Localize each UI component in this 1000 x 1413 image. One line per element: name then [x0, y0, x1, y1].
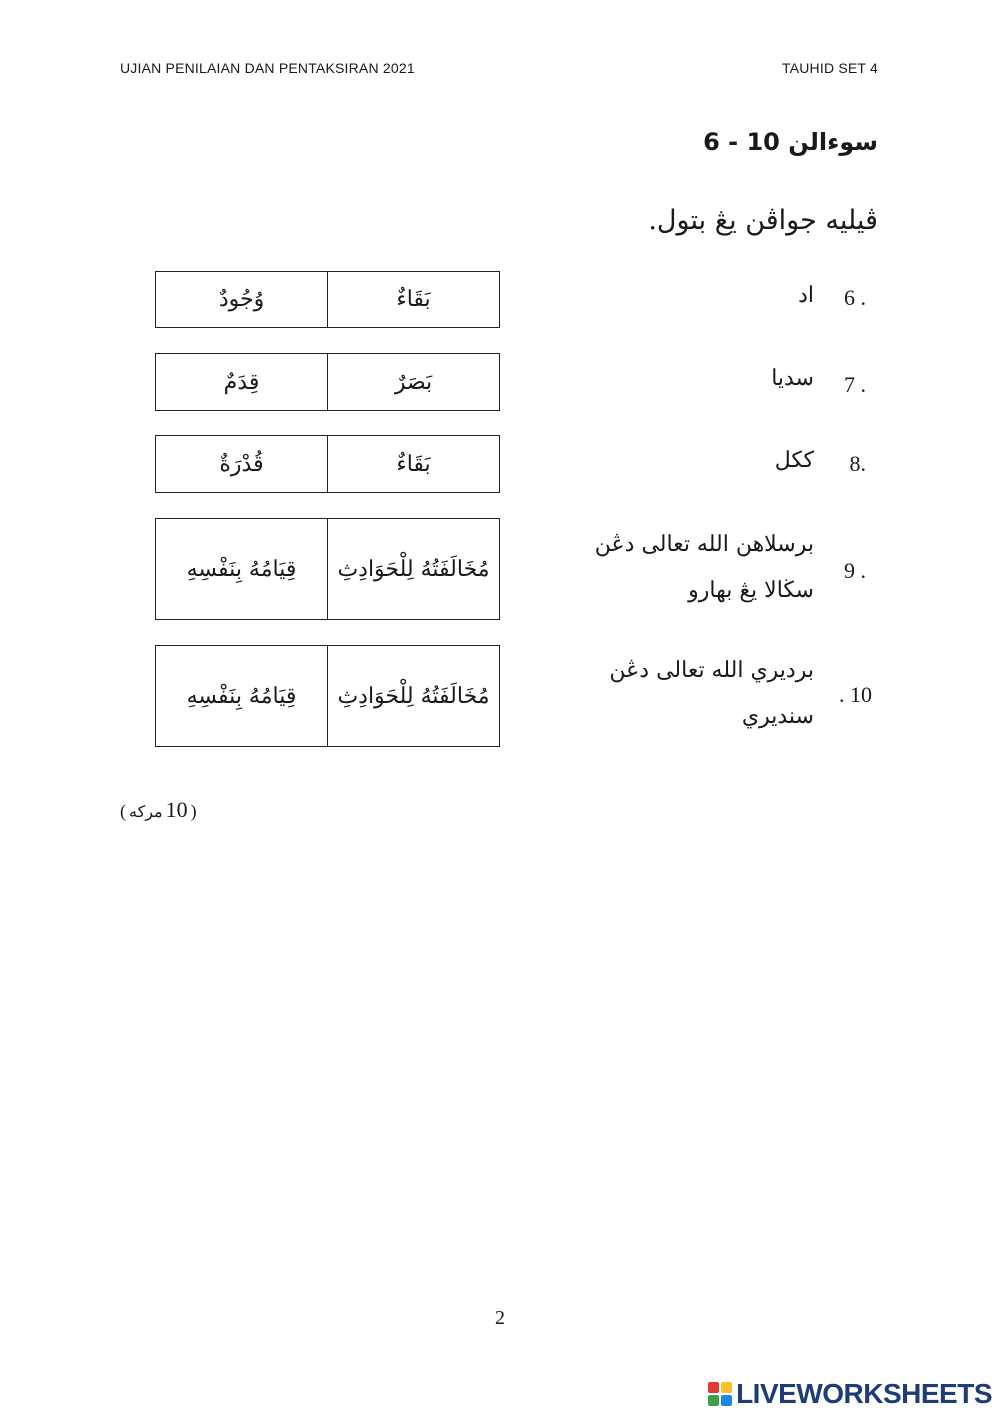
question-text-8: ككل [774, 448, 814, 473]
option-7-right[interactable]: بَصَرٌ [394, 369, 433, 395]
question-text-10-line-1: برديري الله تعالى دڠن [609, 658, 814, 683]
header-set-label: TAUHID SET 4 [781, 60, 878, 76]
question-text-6: اد [798, 283, 814, 308]
options-row-9 [155, 518, 500, 620]
question-number-10: . 10 [839, 682, 872, 707]
options-row-7 [155, 353, 500, 411]
option-9-left[interactable]: قِيَامُهُ بِنَفْسِهِ [156, 519, 328, 619]
question-text-9-line-1: برسلاهن الله تعالى دڠن [594, 532, 814, 557]
marks-paren-open: ( [120, 801, 126, 821]
option-10-left[interactable]: قِيَامُهُ بِنَفْسِهِ [156, 646, 328, 746]
section-title: سوءالن 10 - 6 [703, 128, 878, 156]
option-7-left[interactable]: قِدَمٌ [156, 354, 328, 410]
options-row-8 [155, 435, 500, 493]
page-number: 2 [495, 1307, 505, 1329]
logo-square-yellow [721, 1382, 732, 1393]
option-10-right[interactable]: مُخَالَفَتُهُ لِلْحَوَادِثِ [337, 683, 490, 709]
marks-note [120, 797, 197, 823]
logo-square-green [708, 1395, 719, 1406]
question-text-10 [609, 648, 814, 740]
question-number-9: 9 . [844, 558, 866, 583]
option-8-left[interactable]: قُدْرَةٌ [156, 436, 328, 492]
liveworksheets-logo [708, 1378, 992, 1410]
options-row-10 [155, 645, 500, 747]
marks-paren-close: ) [190, 801, 197, 821]
option-9-right[interactable]: مُخَالَفَتُهُ لِلْحَوَادِثِ [337, 556, 490, 582]
option-6-right[interactable]: بَقَاءٌ [396, 287, 431, 312]
liveworksheets-wordmark: LIVEWORKSHEETS [736, 1378, 992, 1409]
question-text-10-line-2: سنديري [741, 704, 814, 729]
question-text-9-line-2: سڬالا يڠ بهارو [688, 578, 814, 603]
options-row-6 [155, 271, 500, 328]
question-text-9 [595, 522, 814, 614]
instruction: ڤيليه جواڤن يڠ بتول. [648, 205, 878, 236]
logo-square-blue [721, 1395, 732, 1406]
question-number-7: 7 . [844, 372, 866, 397]
marks-value: 10 [165, 797, 188, 822]
option-6-left[interactable]: وُجُودٌ [156, 272, 328, 327]
marks-label: مركه [129, 802, 163, 821]
header-exam-title: UJIAN PENILAIAN DAN PENTAKSIRAN 2021 [120, 60, 415, 76]
option-8-right[interactable]: بَقَاءٌ [396, 451, 431, 477]
logo-square-red [708, 1382, 719, 1393]
question-number-8: 8. [849, 451, 866, 476]
question-text-7: سديا [771, 366, 814, 391]
question-number-6: 6 . [844, 285, 866, 310]
liveworksheets-icon [708, 1382, 732, 1406]
